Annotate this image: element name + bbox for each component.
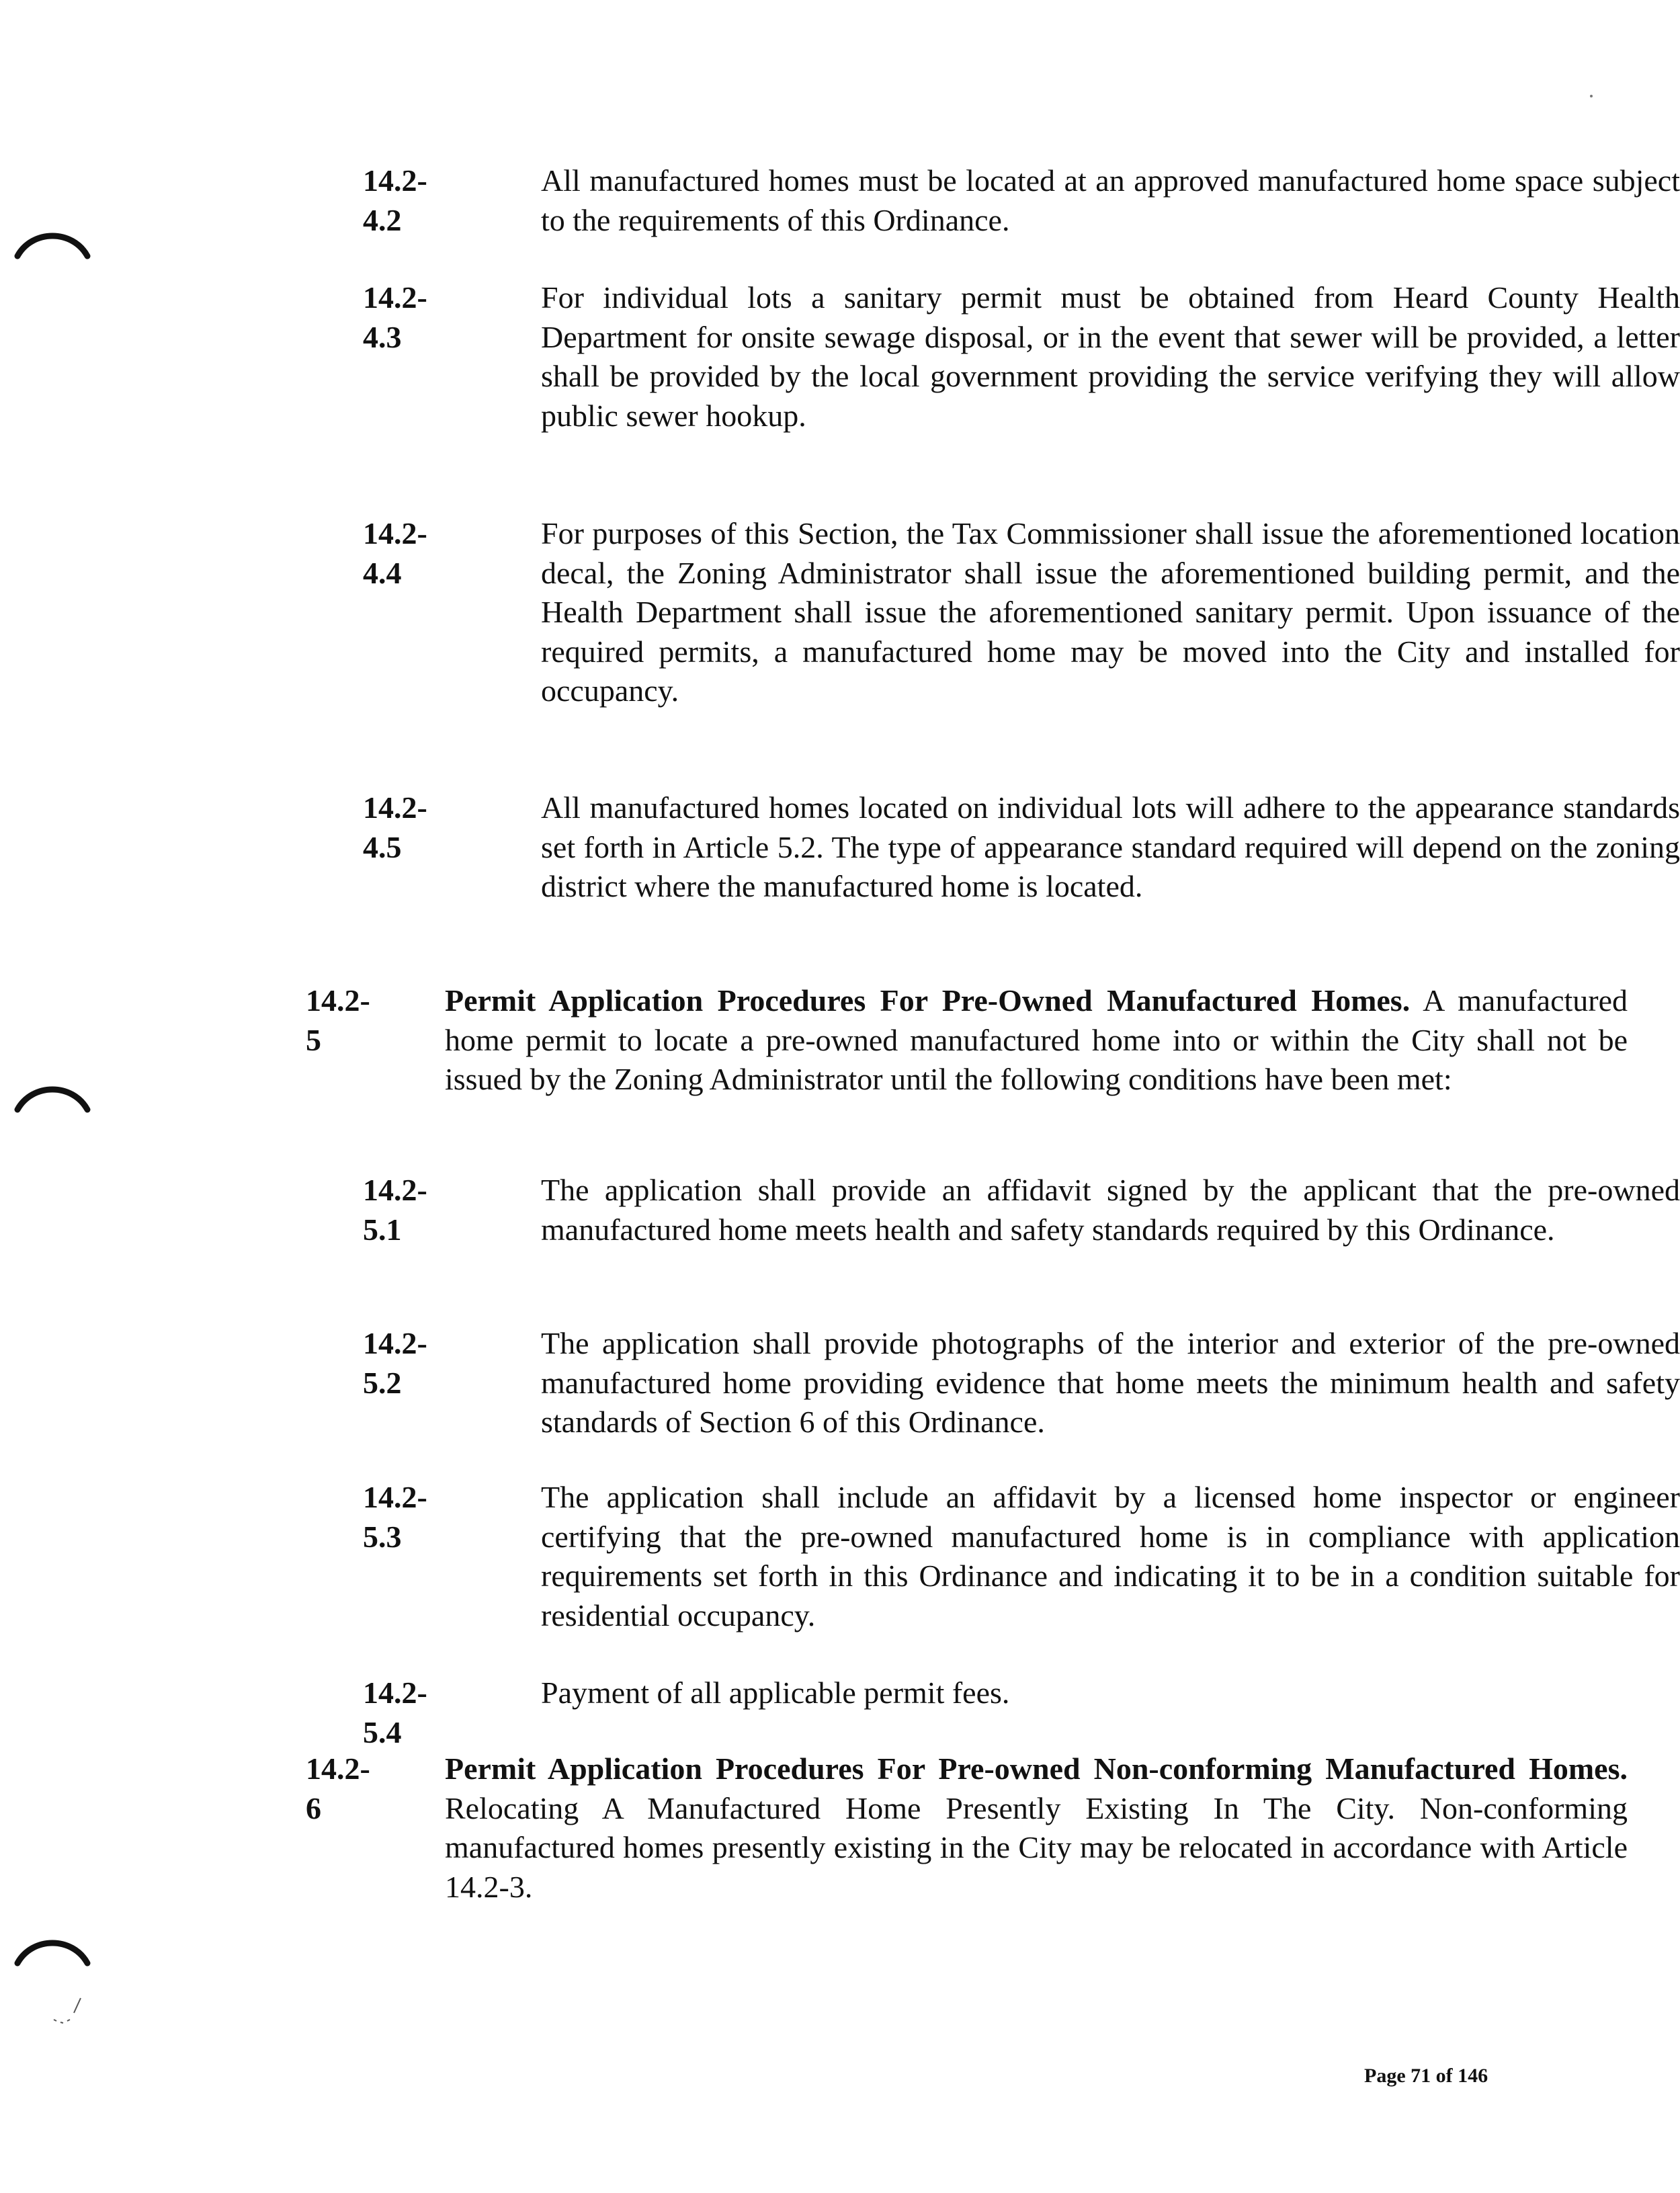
page-number: Page 71 of 146 — [1364, 2065, 1488, 2087]
section-body-text: A manufactured home permit to locate a pre-owned manufactured home into or within the City shall not be issued by the Zoning Administrator until the following conditions have been met: — [445, 983, 1628, 1096]
section-number: 14.2-5.1 — [363, 1173, 427, 1247]
section-heading: Permit Application Procedures For Pre-Owned Manufactured Homes. — [445, 983, 1411, 1018]
section-text: The application shall provide photographs of the interior and exterior of the pre-owned manufactured home providing evidence that home meets the minimum health and safety standards of Section 6 of this Ordinance. — [541, 1326, 1680, 1439]
section-text: All manufactured homes must be located at an approved manufactured home space subject to the requirements of this Ordinance. — [541, 163, 1680, 237]
section-text: The application shall include an affidavit by a licensed home inspector or engineer certifying that the pre-owned manufactured home is in compliance with application requirements set forth in this Ordinance and indicating it to be in a condition suitable for residential occupancy. — [541, 1480, 1680, 1632]
section-text: Payment of all applicable permit fees. — [541, 1675, 1010, 1710]
section-text: For individual lots a sanitary permit must be obtained from Heard County Health Department for onsite sewage disposal, or in the event that sewer will be provided, a letter shall be provided by the local government providing the service verifying they will allow public sewer hookup. — [541, 280, 1680, 433]
section-heading: Permit Application Procedures For Pre-owned Non-conforming Manufactured Homes. — [445, 1751, 1628, 1786]
section-text — [445, 981, 1628, 1100]
punch-hole-mark-top — [12, 225, 93, 265]
scan-specks — [40, 1993, 94, 2033]
section-number: 14.2-4.3 — [363, 280, 427, 354]
section-number: 14.2-5.3 — [363, 1480, 427, 1554]
scan-dot — [1589, 94, 1593, 98]
section-number: 14.2-6 — [306, 1751, 370, 1825]
section-text: The application shall provide an affidavit signed by the applicant that the pre-owned manufactured home meets health and safety standards required by this Ordinance. — [541, 1173, 1680, 1247]
section-body-text: Relocating A Manufactured Home Presently Existing In The City. Non-conforming manufactured homes presently existing in the City may be relocated in accordance with Article 14.2-3. — [445, 1790, 1628, 1904]
section-text: All manufactured homes located on individual lots will adhere to the appearance standards set forth in Article 5.2. The type of appearance standard required will depend on the zoning district where the manufactured home is located. — [541, 790, 1680, 903]
section-number: 14.2-5 — [306, 983, 370, 1057]
section-number: 14.2-5.4 — [363, 1675, 427, 1749]
section-text — [445, 1749, 1628, 1907]
section-number: 14.2-4.5 — [363, 790, 427, 864]
section-number: 14.2-4.4 — [363, 516, 427, 590]
section-number: 14.2-4.2 — [363, 163, 427, 237]
section-number: 14.2-5.2 — [363, 1326, 427, 1400]
section-text: For purposes of this Section, the Tax Commissioner shall issue the aforementioned location decal, the Zoning Administrator shall issue the aforementioned building permit, and the Health Department shall issue the aforementioned sanitary permit. Upon issuance of the required permits, a manufactured home may be moved into the City and installed for occupancy. — [541, 516, 1680, 708]
punch-hole-mark-bottom — [12, 1932, 93, 1973]
punch-hole-mark-middle — [12, 1079, 93, 1119]
